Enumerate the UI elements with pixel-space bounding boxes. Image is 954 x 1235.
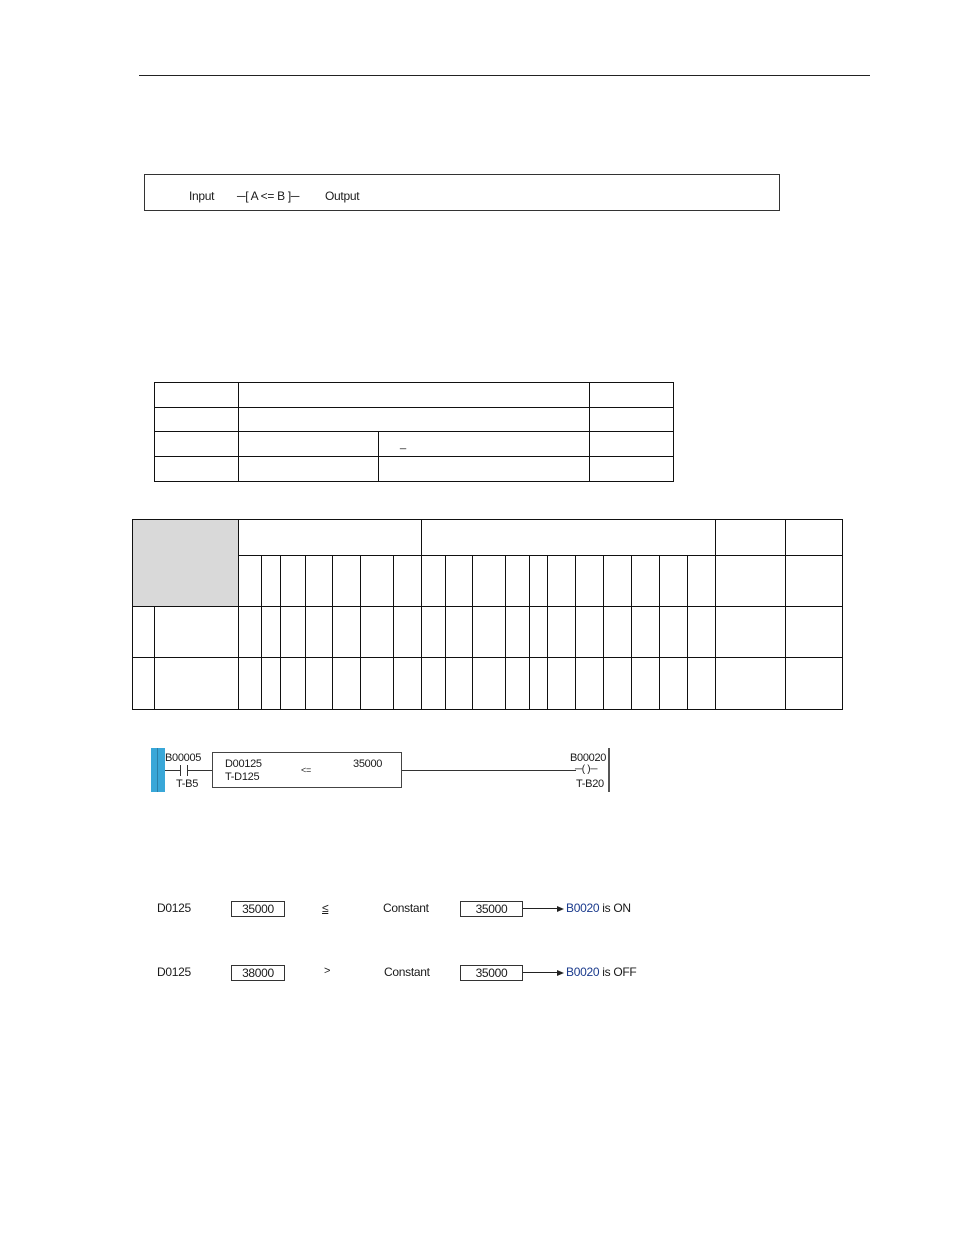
output-coil-tag: T-B20 <box>576 778 604 790</box>
coil-icon: ─( )─ <box>575 764 598 775</box>
operand-summary-table <box>154 382 674 482</box>
compare-block[interactable] <box>212 752 402 788</box>
header-rule <box>139 75 870 76</box>
example-row-1 <box>0 900 954 920</box>
example-operator: ≤ <box>322 901 329 915</box>
example-operator: > <box>324 965 331 977</box>
example-constant-label: Constant <box>384 965 430 979</box>
operand-a-tag: T-D125 <box>225 771 260 783</box>
example-row-2 <box>0 964 954 984</box>
instruction-format-box <box>144 174 780 211</box>
contact-icon <box>180 765 181 776</box>
device-usage-table <box>132 519 843 710</box>
operand-a: D00125 <box>225 758 262 770</box>
example-value-box: 38000 <box>231 965 285 981</box>
example-result-name: B0020 <box>566 965 600 979</box>
example-value-box: 35000 <box>231 901 285 917</box>
example-result-name: B0020 <box>566 901 600 915</box>
example-constant-box: 35000 <box>460 965 523 981</box>
input-contact-address: B00005 <box>165 752 202 764</box>
arrow-right-icon <box>557 970 564 976</box>
format-output-label: Output <box>325 189 360 203</box>
ladder-diagram <box>150 745 620 795</box>
input-contact-tag: T-B5 <box>176 778 199 790</box>
example-constant-label: Constant <box>383 901 429 915</box>
example-result-state: is ON <box>599 901 631 915</box>
example-register: D0125 <box>157 965 191 979</box>
format-input-label: Input <box>189 189 215 203</box>
header-grey-cell <box>133 520 238 606</box>
arrow-right-icon <box>557 906 564 912</box>
example-result-state: is OFF <box>599 965 637 979</box>
example-register: D0125 <box>157 901 191 915</box>
output-coil-address: B00020 <box>570 752 607 764</box>
compare-operator: <= <box>301 765 311 775</box>
example-constant-box: 35000 <box>460 901 523 917</box>
operand-b: 35000 <box>353 758 383 770</box>
left-power-rail <box>151 748 165 792</box>
right-power-rail <box>608 748 610 792</box>
underscore-mark: _ <box>400 438 407 450</box>
format-instruction: ─[ A <= B ]─ <box>237 189 300 203</box>
